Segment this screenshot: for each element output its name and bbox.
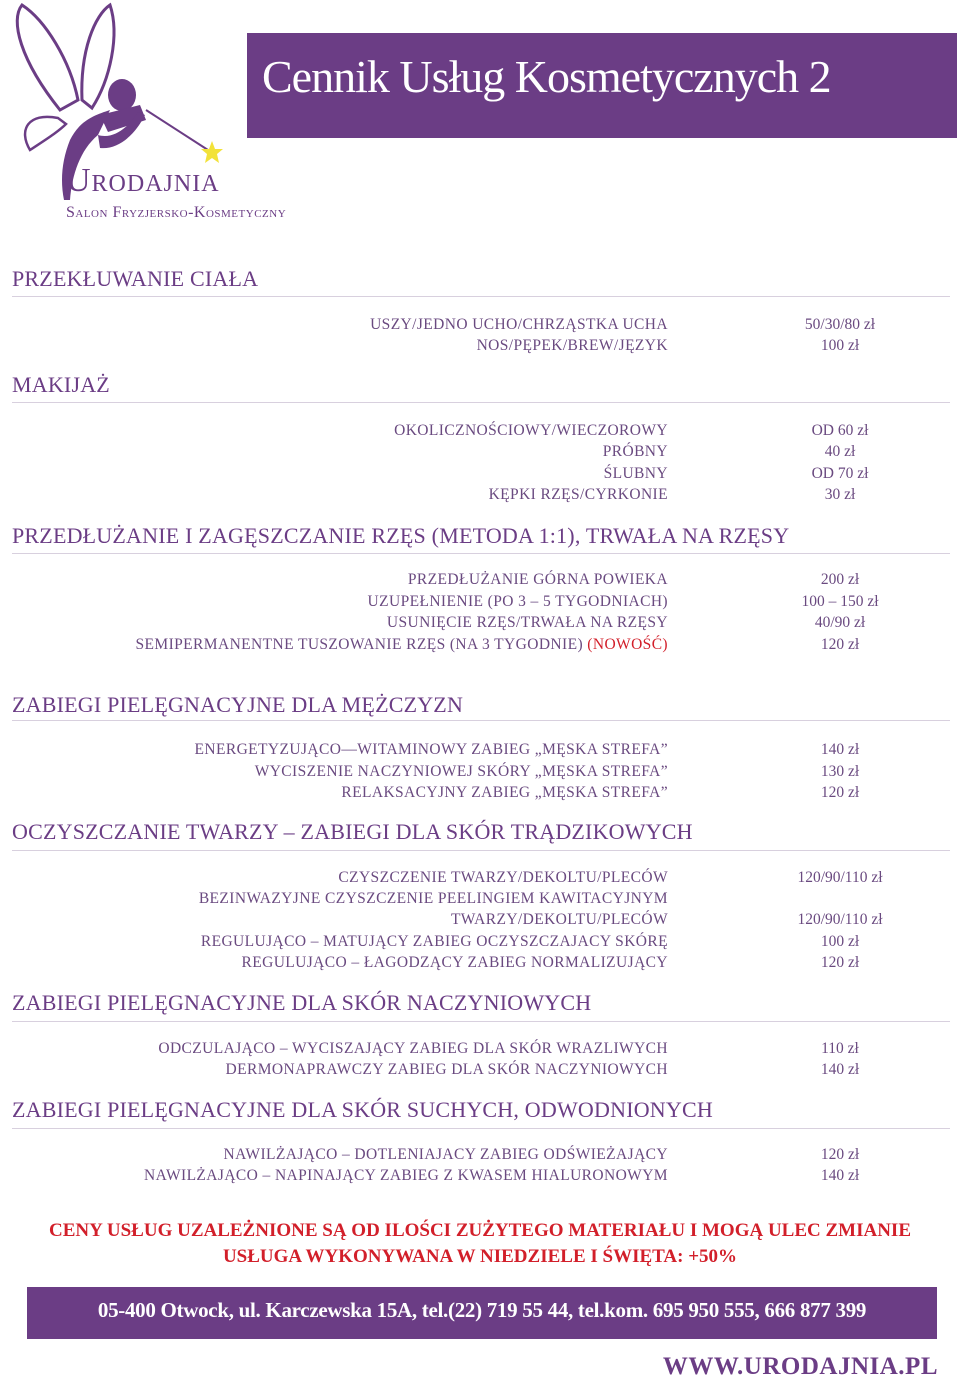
price-item-value: 100 – 150 zł [801,593,879,610]
price-item-name: NAWILŻAJĄCO – NAPINAJĄCY ZABIEG Z KWASEM HIALURONOWYM [144,1167,668,1184]
price-item-name: ODCZULAJĄCO – WYCISZAJĄCY ZABIEG DLA SKÓR WRAZLIWYCH [158,1040,668,1057]
price-item-value: 120 zł [820,1146,860,1163]
section-heading-lashes: PRZEDŁUŻANIE I ZAGĘSZCZANIE RZĘS (METODA 1:1), TRWAŁA NA RZĘSY [12,523,790,548]
price-item-name: ŚLUBNY [603,465,668,482]
price-item-value: 120 zł [820,954,860,971]
price-item-value: 120 zł [820,784,860,801]
price-item-name-text: SEMIPERMANENTNE TUSZOWANIE RZĘS (NA 3 TYGODNIE) [135,636,584,653]
new-badge: (NOWOŚĆ) [587,636,668,653]
brand-subtitle: Salon Fryzjersko-Kosmetyczny [66,204,287,221]
divider [12,296,950,297]
section-heading-piercing: PRZEKŁUWANIE CIAŁA [12,266,259,291]
price-item-value: 120 zł [820,636,860,653]
address-text: 05-400 Otwock, ul. Karczewska 15A, tel.(22) 719 55 44, tel.kom. 695 950 555, 666 877 399 [97,1298,867,1322]
price-item-name: BEZINWAZYJNE CZYSZCZENIE PEELINGIEM KAWITACYJNYM [198,890,668,907]
price-item-value: 140 zł [820,1167,860,1184]
price-item-value: 40 zł [824,443,856,460]
price-item-value: 200 zł [820,571,860,588]
price-item-name: OKOLICZNOŚCIOWY/WIECZOROWY [394,422,668,439]
price-item-value: OD 70 zł [811,465,869,482]
brand-name: Urodajnia [66,162,220,199]
price-item-value: 40/90 zł [814,614,866,631]
price-item-name: KĘPKI RZĘS/CYRKONIE [488,486,668,503]
price-item-name: UZUPEŁNIENIE (PO 3 – 5 TYGODNIACH) [367,593,668,610]
price-item-name: REGULUJĄCO – ŁAGODZĄCY ZABIEG NORMALIZUJĄCY [241,954,668,971]
price-item-value: 140 zł [820,1061,860,1078]
holiday-surcharge-notice: USŁUGA WYKONYWANA W NIEDZIELE I ŚWIĘTA: +50% [222,1246,738,1267]
price-item-value: 120/90/110 zł [797,911,883,928]
price-item-value: 100 zł [820,933,860,950]
website-link[interactable]: WWW.URODAJNIA.PL [662,1353,938,1380]
page-title: Cennik Usług Kosmetycznych 2 [262,51,831,102]
price-item-name: USUNIĘCIE RZĘS/TRWAŁA NA RZĘSY [386,614,668,631]
price-item-name: DERMONAPRAWCZY ZABIEG DLA SKÓR NACZYNIOWYCH [225,1061,668,1078]
price-item-name: USZY/JEDNO UCHO/CHRZĄSTKA UCHA [370,316,668,333]
price-item-name: WYCISZENIE NACZYNIOWEJ SKÓRY „MĘSKA STREFA” [254,763,668,780]
price-item-name: NOS/PĘPEK/BREW/JĘZYK [476,337,668,354]
price-item-value: OD 60 zł [811,422,869,439]
price-item-name [136,636,668,654]
divider [12,1021,950,1022]
divider [12,850,950,851]
price-item-value: 30 zł [824,486,856,503]
price-item-name: PRZEDŁUŻANIE GÓRNA POWIEKA [407,571,668,588]
price-item-value: 130 zł [820,763,860,780]
price-item-name: TWARZY/DEKOLTU/PLECÓW [450,911,668,928]
price-item-name: RELAKSACYJNY ZABIEG „MĘSKA STREFA” [341,784,668,801]
star-icon [200,140,224,164]
price-item-name: NAWILŻAJĄCO – DOTLENIAJACY ZABIEG ODŚWIEŻAJĄCY [223,1146,668,1163]
section-heading-face-cleansing: OCZYSZCZANIE TWARZY – ZABIEGI DLA SKÓR TRĄDZIKOWYCH [12,819,693,844]
price-item-name: CZYSZCZENIE TWARZY/DEKOLTU/PLECÓW [338,869,668,886]
price-item-name: ENERGETYZUJĄCO—WITAMINOWY ZABIEG „MĘSKA STREFA” [194,741,668,758]
section-heading-makeup: MAKIJAŻ [12,372,110,397]
price-item-value: 110 zł [821,1040,859,1057]
divider [12,1128,950,1129]
price-item-value: 140 zł [820,741,860,758]
divider [12,720,950,721]
price-item-name: REGULUJĄCO – MATUJĄCY ZABIEG OCZYSZCZAJACY SKÓRĘ [200,933,668,950]
divider [12,553,950,554]
section-heading-dry-skin: ZABIEGI PIELĘGNACYJNE DLA SKÓR SUCHYCH, ODWODNIONYCH [12,1097,713,1122]
section-heading-men: ZABIEGI PIELĘGNACYJNE DLA MĘŻCZYZN [12,692,464,717]
price-item-value: 50/30/80 zł [804,316,876,333]
section-heading-vascular-skin: ZABIEGI PIELĘGNACYJNE DLA SKÓR NACZYNIOWYCH [12,990,592,1015]
divider [12,402,950,403]
price-item-name: PRÓBNY [602,443,668,460]
price-notice: CENY USŁUG UZALEŻNIONE SĄ OD ILOŚCI ZUŻYTEGO MATERIAŁU I MOGĄ ULEC ZMIANIE [49,1220,911,1241]
price-item-value: 120/90/110 zł [797,869,883,886]
price-item-value: 100 zł [820,337,860,354]
